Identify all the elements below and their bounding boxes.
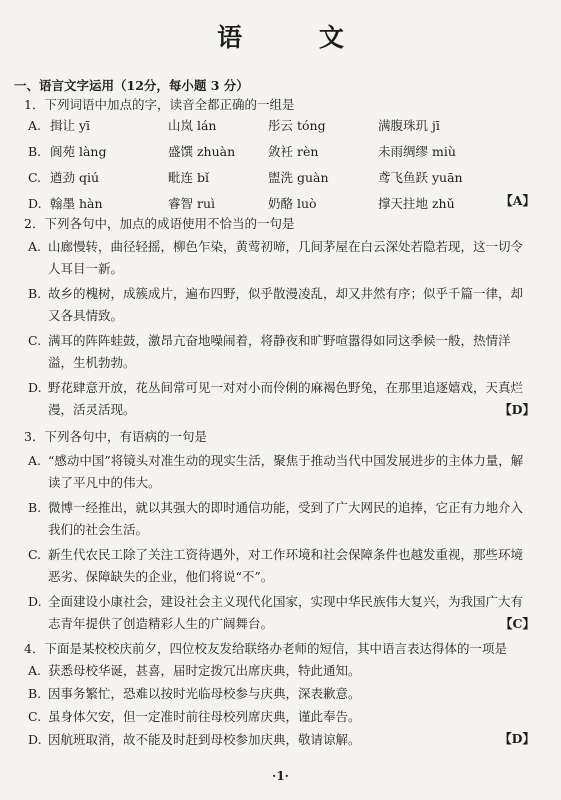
q4-option-a: A. 获悉母校华诞，甚喜，届时定拨冗出席庆典，特此通知。 <box>28 663 361 678</box>
page-title: 语 文 <box>217 23 378 52</box>
q2-answer: 【D】 <box>499 402 535 417</box>
section-heading: 一、语言文字运用（12分，每小题 3 分） <box>14 78 249 93</box>
q1-answer: 【A】 <box>500 193 535 208</box>
q1-option-c: C. 遒劲 qiú 毗连 bǐ 盥洗 guàn 鸢飞鱼跃 yuān <box>28 170 463 185</box>
q1-stem: 1．下列词语中加点的字，读音全都正确的一组是 <box>24 97 295 112</box>
q4-option-b: B. 因事务繁忙，恐难以按时光临母校参与庆典，深表歉意。 <box>28 686 361 701</box>
q3-stem: 3．下列各句中，有语病的一句是 <box>24 429 207 444</box>
q2-option-c: C. 满耳的阵阵蛙鼓，激昂亢奋地噪闹着，将静夜和旷野喧嚣得如同这季候一般，热情洋溢，生机勃勃。 <box>28 333 511 370</box>
page-number: ·1· <box>272 769 289 783</box>
q3-answer: 【C】 <box>500 616 535 631</box>
q4-option-c: C. 虽身体欠安，但一定准时前往母校列席庆典，谨此奉告。 <box>28 709 361 724</box>
q3-option-d: D. 全面建设小康社会，建设社会主义现代化国家，实现中华民族伟大复兴，为我国广大有志青年提供了创造精彩人生的广阔舞台。 <box>28 594 524 631</box>
q1-option-d: D. 翰墨 hàn 睿智 ruì 奶酪 luò 撑天拄地 zhǔ <box>28 196 455 211</box>
q2-stem: 2．下列各句中，加点的成语使用不恰当的一句是 <box>24 216 295 231</box>
q1-option-b: B. 阆苑 làng 盛馔 zhuàn 敛衽 rèn 未雨绸缪 miù <box>28 144 456 159</box>
q3-option-b: B. 微博一经推出，就以其强大的即时通信功能，受到了广大网民的追捧，它正有力地介入我们的社会生活。 <box>28 500 524 537</box>
q4-option-d: D. 因航班取消，故不能及时赶到母校参加庆典，敬请谅解。 <box>28 732 361 747</box>
q2-option-d: D. 野花肆意开放，花丛间常可见一对对小而伶俐的麻褐色野兔，在那里追逐嬉戏，天真烂漫，活灵活现。 <box>28 380 524 417</box>
q4-answer: 【D】 <box>499 731 535 746</box>
q1-option-a: A. 揖让 yī 山岚 lán 彤云 tóng 满腹珠玑 jī <box>28 118 440 133</box>
q2-option-a: A. 山廊慢转，曲径轻摇，柳色乍染，黄莺初啼，几间茅屋在白云深处若隐若现，这一切令人耳目一新。 <box>28 239 524 276</box>
q1-options <box>28 113 548 217</box>
q3-option-a: A. “感动中国”将镜头对准生动的现实生活，聚焦于推动当代中国发展进步的主体力量，解读了平凡中的伟大。 <box>28 453 524 490</box>
q4-stem: 4．下面是某校校庆前夕，四位校友发给联络办老师的短信，其中语言表达得体的一项是 <box>24 641 507 656</box>
q2-option-b: B. 故乡的槐树，成簇成片，遍布四野，似乎散漫凌乱，却又井然有序；似乎千篇一律，却又各具情致。 <box>28 286 524 323</box>
q3-option-c: C. 新生代农民工除了关注工资待遇外，对工作环境和社会保障条件也越发重视，那些环境恶劣、保障缺失的企业，他们将说“不”。 <box>28 547 524 584</box>
